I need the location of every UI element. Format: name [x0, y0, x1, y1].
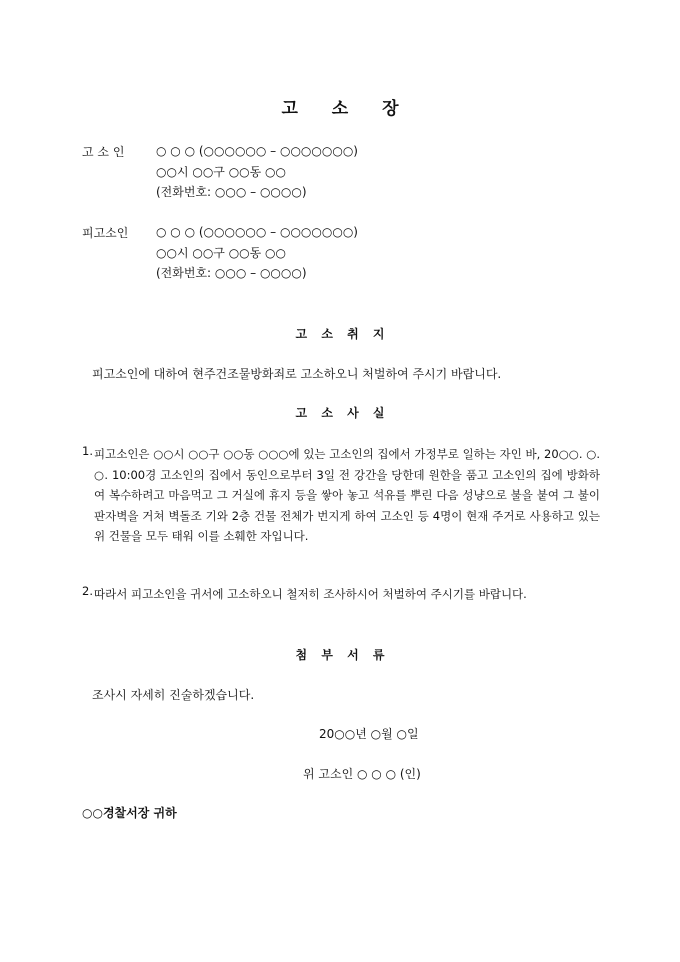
- attachments-text: 조사시 자세히 진술하겠습니다.: [92, 688, 255, 702]
- fact-paragraph-2: 따라서 피고소인을 귀서에 고소하오니 철저히 조사하시어 처벌하여 주시기를 바랍니다.: [94, 587, 527, 601]
- purpose-heading: 고 소 취 지: [295, 327, 385, 341]
- complainant-address: ○○시 ○○구 ○○동 ○○: [156, 165, 286, 179]
- addressee: ○○경찰서장 귀하: [82, 806, 177, 820]
- fact-number-2: 2.: [82, 584, 93, 598]
- purpose-text: 피고소인에 대하여 현주건조물방화죄로 고소하오니 처벌하여 주시기 바랍니다.: [92, 367, 502, 381]
- fact-number-1: 1.: [82, 444, 93, 458]
- complainant-phone: (전화번호: ○○○ – ○○○○): [156, 185, 307, 199]
- complainant-signature: 위 고소인 ○ ○ ○ (인): [303, 767, 421, 781]
- document-title: 고 소 장: [281, 99, 399, 119]
- accused-name: ○ ○ ○ (○○○○○○ – ○○○○○○○): [156, 225, 358, 239]
- fact-paragraph-1: 피고소인은 ○○시 ○○구 ○○동 ○○○에 있는 고소인의 집에서 가정부로 일하는 자인 바, 20○○. ○. ○. 10:00경 고소인의 집에서 동인으로부터 3일 전 강간을 당한데 원한을 품고 고소인의 집에 방화하여 복수하려고 마음먹고 그 거실에 휴지 등을 쌓아 놓고 석유를 뿌린 다음 성냥으로 불을 붙여 그 불이 판자벽을 거쳐 벽돌조 기와 2층 건물 전체가 번지게 하여 고소인 등 4명이 현재 주거로 사용하고 있는 위 건물을 모두 태워 이를 소훼한 자입니다.: [94, 447, 600, 543]
- accused-phone: (전화번호: ○○○ – ○○○○): [156, 266, 307, 280]
- complainant-label: 고 소 인: [82, 145, 125, 159]
- accused-address: ○○시 ○○구 ○○동 ○○: [156, 246, 286, 260]
- attachments-heading: 첨 부 서 류: [295, 648, 385, 662]
- facts-heading: 고 소 사 실: [295, 406, 385, 420]
- complainant-name: ○ ○ ○ (○○○○○○ – ○○○○○○○): [156, 144, 358, 158]
- accused-label: 피고소인: [82, 226, 129, 240]
- document-date: 20○○년 ○월 ○일: [319, 727, 419, 741]
